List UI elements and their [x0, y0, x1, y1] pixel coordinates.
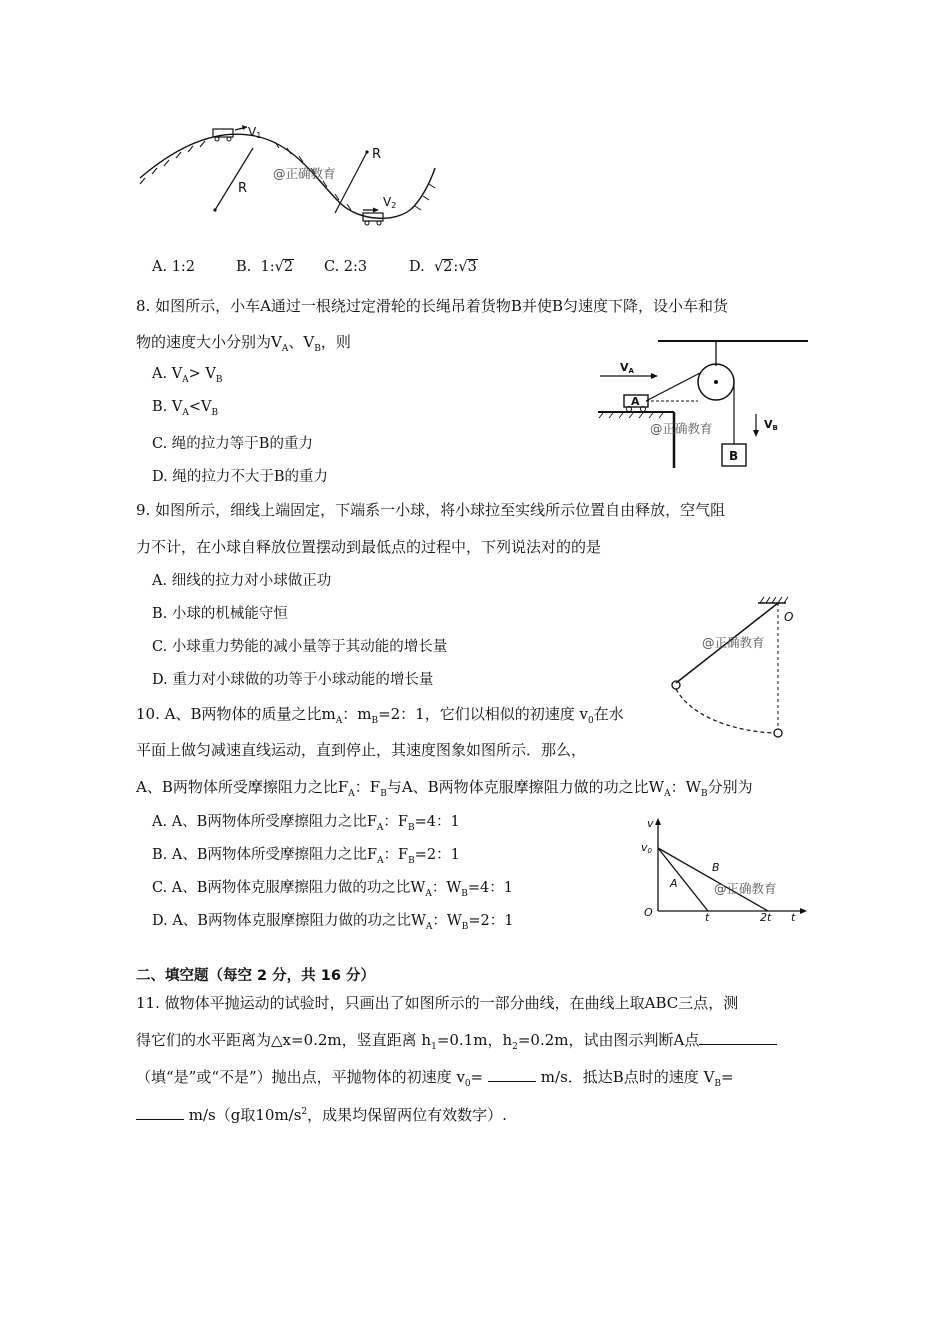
- q8-option-b: B. $V_A<V_B$: [152, 399, 219, 418]
- pivot-label: O: [784, 610, 794, 624]
- q10-option-a: A. A、B两物体所受摩擦阻力之比$F_A$：$F_B=4$：1: [152, 814, 460, 833]
- watermark: @正确教育: [273, 166, 336, 181]
- q8-option-d: D. 绳的拉力不大于B的重力: [152, 469, 328, 485]
- v0-label: v0: [641, 841, 652, 855]
- q11-stem-line1: 11. 做物体平抛运动的试验时，只画出了如图所示的一部分曲线，在曲线上取ABC三点，测: [136, 994, 739, 1012]
- v2-label: V2: [383, 195, 397, 210]
- q7-option-a: A. 1:2: [152, 259, 196, 275]
- q10-stem-line1: 10. A、B两物体的质量之比$m_A$：$m_B=2$：1，它们以相似的初速度 $v_0$在水: [136, 705, 624, 726]
- q10-option-b: B. A、B两物体所受摩擦阻力之比$F_A$：$F_B=2$：1: [152, 847, 460, 866]
- r2-label: R: [372, 147, 382, 162]
- v1-label: V1: [248, 125, 262, 140]
- q9-option-a: A. 细线的拉力对小球做正功: [152, 573, 332, 589]
- q7-option-b: B. 1:√2: [236, 259, 294, 275]
- q10-stem-line3: A、B两物体所受摩擦阻力之比$F_A$：$F_B$与A、B两物体克服摩擦阻力做的功之比$W_A$：$W_B$分别为: [136, 778, 753, 799]
- q8-option-a: A. $V_A> V_B$: [152, 366, 223, 385]
- blank-vb[interactable]: [136, 1105, 184, 1120]
- q8-stem-line2: 物的速度大小分别为$V_A$、$V_B$，则: [136, 333, 351, 354]
- line-a-label: A: [670, 877, 678, 890]
- q10-option-d: D. A、B两物体克服摩擦阻力做的功之比$W_A$：$W_B=2$：1: [152, 913, 514, 932]
- vb-label: VB: [764, 418, 778, 432]
- figure-q9-pendulum: [660, 597, 810, 742]
- q10-option-c: C. A、B两物体克服摩擦阻力做的功之比$W_A$：$W_B=4$：1: [152, 880, 513, 899]
- axis-t-label: t: [791, 911, 796, 924]
- q9-stem-line2: 力不计，在小球自释放位置摆动到最低点的过程中，下列说法对的的是: [136, 538, 602, 556]
- q9-option-d: D. 重力对小球做的功等于小球动能的增长量: [152, 672, 434, 688]
- watermark: @正确教育: [714, 881, 777, 896]
- q10-stem-line2: 平面上做匀减速直线运动，直到停止，其速度图象如图所示．那么，: [136, 741, 587, 759]
- q11-stem-line2: 得它们的水平距离为△x=0.2m，竖直距离 $h_1=0.1m$，$h_2=0.2m$，试由图示判断A点: [136, 1029, 777, 1052]
- blank-a-point[interactable]: [699, 1030, 777, 1045]
- tick-2t-label: 2t: [760, 911, 772, 924]
- q7-option-d: D. √2:√3: [409, 259, 477, 275]
- origin-label: O: [644, 906, 653, 919]
- line-b-label: B: [712, 861, 720, 874]
- watermark: @正确教育: [650, 421, 713, 436]
- watermark: @正确教育: [702, 635, 765, 650]
- figure-q10-vt-graph: [640, 815, 815, 927]
- tick-t-label: t: [705, 911, 710, 924]
- q11-stem-line3: （填“是”或“不是”）抛出点，平抛物体的初速度 $v_0= m/s$．抵达B点时的速度 $V_B=$: [136, 1068, 734, 1089]
- r1-label: R: [238, 181, 248, 196]
- box-label: B: [729, 449, 739, 463]
- va-label: VA: [620, 361, 634, 375]
- q9-option-c: C. 小球重力势能的减小量等于其动能的增长量: [152, 639, 448, 655]
- q8-option-c: C. 绳的拉力等于B的重力: [152, 436, 313, 452]
- q8-stem-line1: 8. 如图所示，小车A通过一根绕过定滑轮的长绳吊着货物B并使B匀速度下降，设小车和货: [136, 297, 728, 315]
- section-title: 二、填空题（每空 2 分，共 16 分）: [136, 968, 375, 984]
- figure-q8-pulley: [598, 338, 808, 473]
- figure-q7-track: [135, 118, 455, 233]
- axis-v-label: v: [647, 817, 654, 830]
- q9-stem-line1: 9. 如图所示，细线上端固定，下端系一小球，将小球拉至实线所示位置自由释放，空气阻: [136, 501, 726, 519]
- blank-v0[interactable]: [488, 1067, 536, 1082]
- car-label: A: [631, 395, 640, 408]
- q9-option-b: B. 小球的机械能守恒: [152, 606, 288, 622]
- q11-stem-line4: m/s（g取$10m/s^2$，成果均保留两位有效数字）.: [136, 1104, 507, 1125]
- q7-option-c: C. 2:3: [324, 259, 368, 275]
